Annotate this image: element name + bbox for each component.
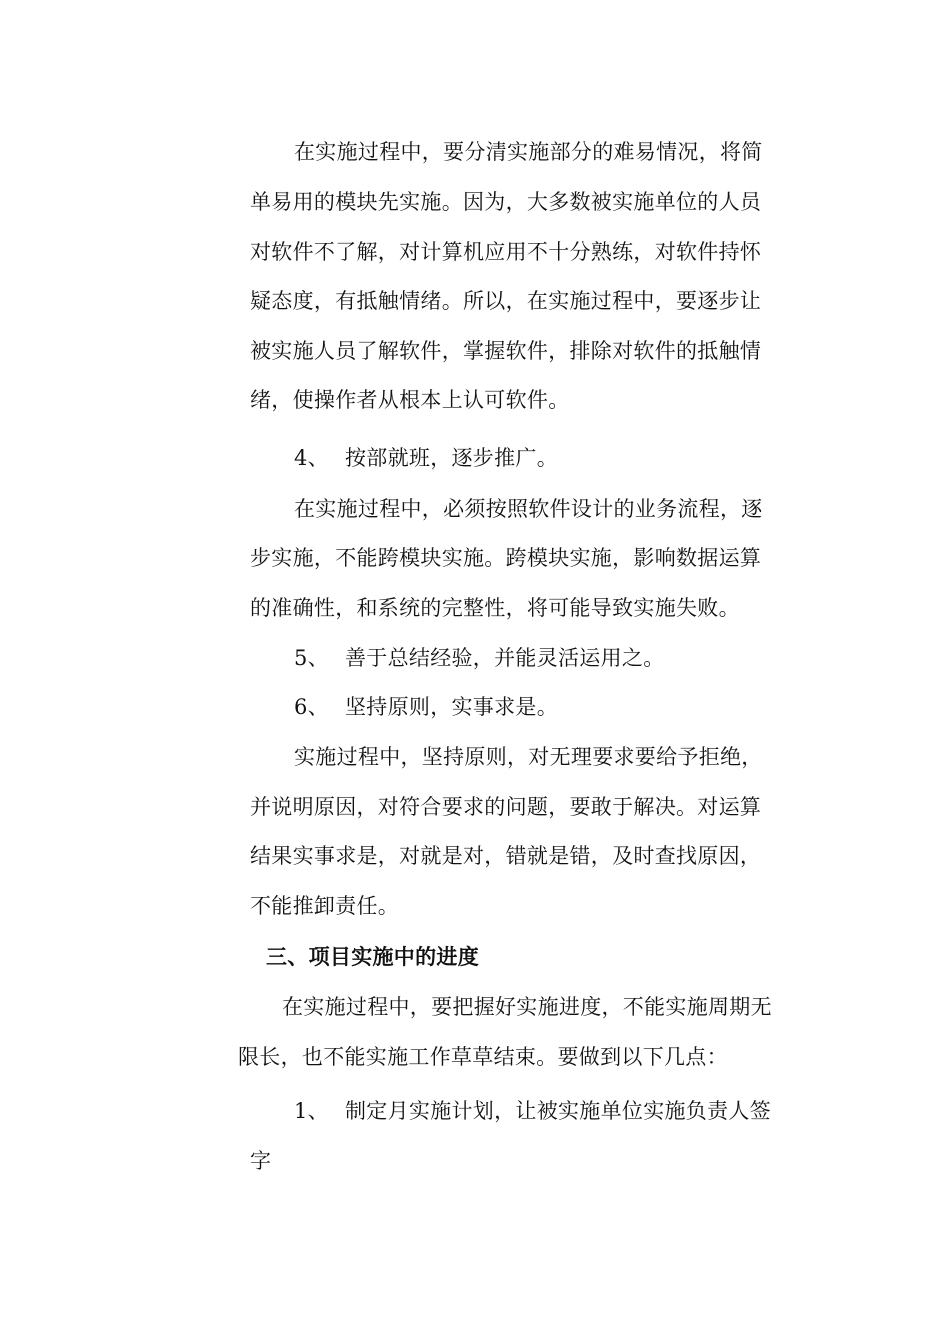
item-4-text: 按部就班，逐步推广。 bbox=[345, 446, 558, 470]
paragraph-3-line-4: 不能推卸责任。 bbox=[250, 894, 400, 918]
item-4-number: 4、 bbox=[294, 446, 329, 470]
paragraph-1-line-2: 单易用的模块先实施。因为，大多数被实施单位的人员 bbox=[250, 190, 762, 214]
item-5-text: 善于总结经验，并能灵活运用之。 bbox=[345, 646, 665, 670]
item-6-text: 坚持原则，实事求是。 bbox=[345, 695, 558, 719]
item-1-text: 制定月实施计划，让被实施单位实施负责人签 bbox=[345, 1099, 771, 1123]
paragraph-3-line-2: 并说明原因，对符合要求的问题，要敢于解决。对运算 bbox=[250, 795, 762, 819]
paragraph-2-line-1: 在实施过程中，必须按照软件设计的业务流程，逐 bbox=[294, 497, 763, 521]
paragraph-4-line-2: 限长，也不能实施工作草草结束。要做到以下几点： bbox=[238, 1045, 728, 1069]
paragraph-4-line-1: 在实施过程中，要把握好实施进度，不能实施周期无 bbox=[282, 995, 772, 1019]
item-6-number: 6、 bbox=[294, 695, 329, 719]
paragraph-2-line-3: 的准确性，和系统的完整性，将可能导致实施失败。 bbox=[250, 596, 740, 620]
item-5-number: 5、 bbox=[294, 646, 329, 670]
item-1-number: 1、 bbox=[294, 1099, 329, 1123]
paragraph-3-line-3: 结果实事求是，对就是对，错就是错，及时查找原因， bbox=[250, 844, 762, 868]
item-1-continuation: 字 bbox=[250, 1149, 272, 1173]
paragraph-1-line-4: 疑态度，有抵触情绪。所以，在实施过程中，要逐步让 bbox=[250, 289, 762, 313]
paragraph-2-line-2: 步实施，不能跨模块实施。跨模块实施，影响数据运算 bbox=[250, 546, 762, 570]
paragraph-1-line-5: 被实施人员了解软件，掌握软件，排除对软件的抵触情 bbox=[250, 339, 762, 363]
paragraph-1-line-1: 在实施过程中，要分清实施部分的难易情况，将简 bbox=[294, 140, 763, 164]
paragraph-3-line-1: 实施过程中，坚持原则，对无理要求要给予拒绝， bbox=[294, 745, 763, 769]
section-3-heading: 三、项目实施中的进度 bbox=[266, 944, 479, 969]
paragraph-1-line-6: 绪，使操作者从根本上认可软件。 bbox=[250, 388, 570, 412]
paragraph-1-line-3: 对软件不了解，对计算机应用不十分熟练，对软件持怀 bbox=[250, 240, 762, 264]
